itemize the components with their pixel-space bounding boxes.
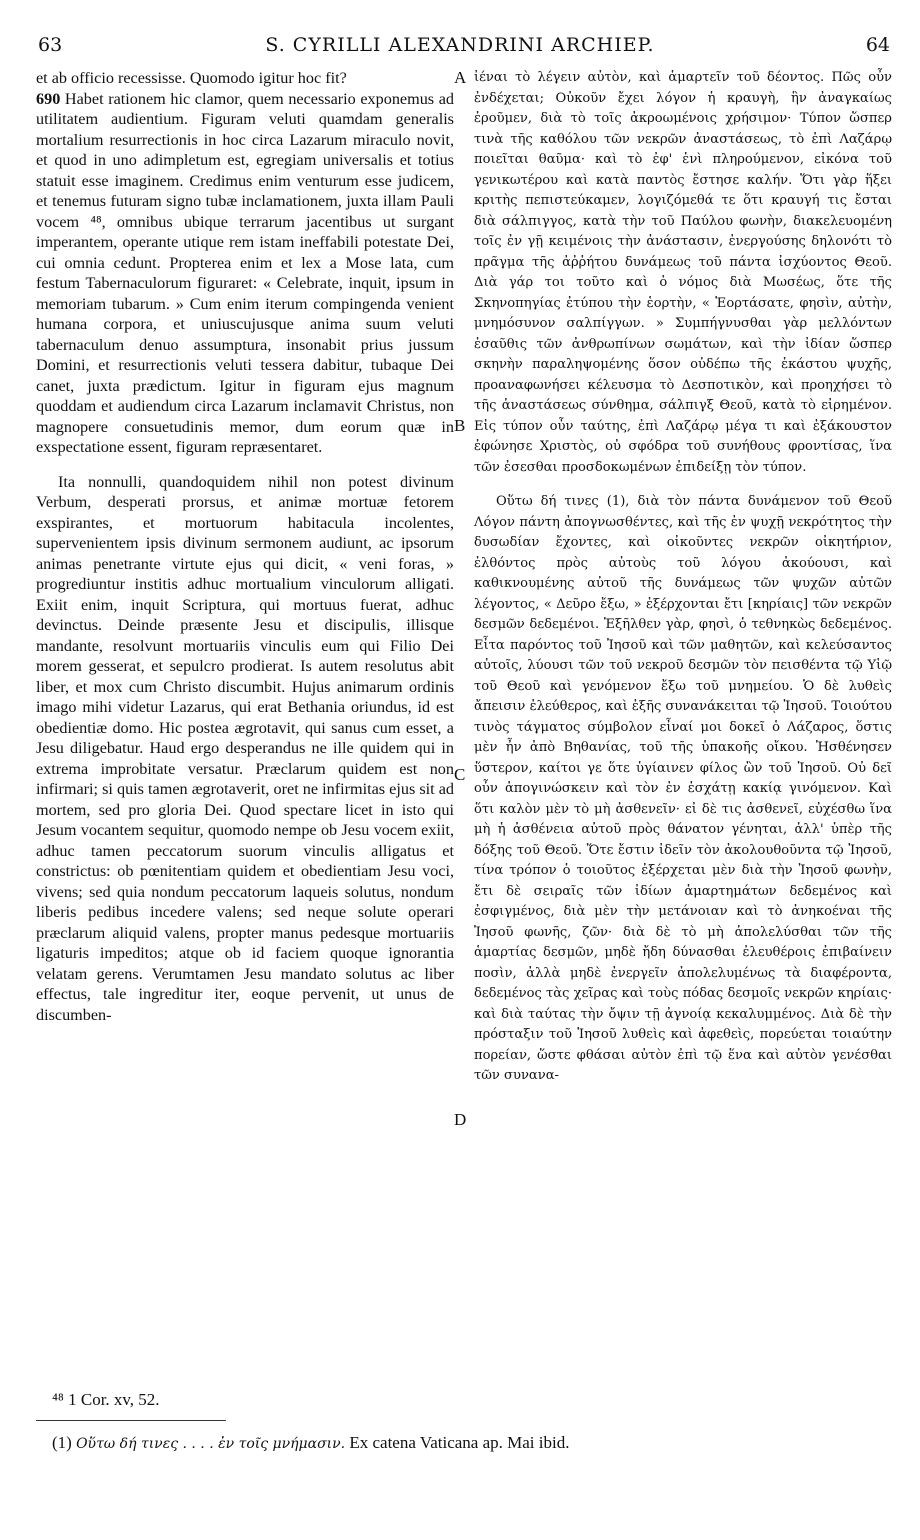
- editorial-note-marker: (1): [52, 1433, 72, 1452]
- latin-paragraph-2: Ita nonnulli, quandoquidem nihil non potest divinum Verbum, desperati prorsus, et animæ mortuæ fetorem exspirantes, et mortuorum habitacula incolentes, supervenientem ipsis divinum sermonem audiunt, ac ipsorum animas penetrante virtute ejus qui dicit, « veni foras, » progrediuntur institis adhuc mortualium vinculorum alligati. Exiit enim, inquit Scriptura, qui mortuus fuerat, adhuc devinctus. Deinde præsente Jesu et discipulis, illisque mandante, resolvunt mortuariis vinculis eum qui Filio Dei morem gesserat, et sepulcro prodierat. Is autem resolutus abit liber, et mox cum Christo discumbit. Hujus animarum ordinis imago mihi videtur Lazarus, qui erat Bethania oriundus, id est obedientiæ domo. Hic postea ægrotavit, qui sanus cum esset, a Jesu diligebatur. Haud ergo desperandus ne ille quidem qui in extrema improbitate versatur. Præclarum quidem est non infirmari; si quis tamen ægrotaverit, oret ne infirmitas ejus sit ad mortem, sed pro gloria Dei. Quod spectare licet in isto qui Jesum vocantem sequitur, quomodo nempe ob Jesu vocem exiit, adhuc tamen peccatorum suorum vinculis alligatus et constrictus: ob pœnitentiam quidem et obedientiam Jesu voci, vivens; sed quia nondum peccatorum laqueis solutus, nondum liberis pedibus incedere valens; sed neque solute operari præclarum aliquid valens, propter manus pedesque mortuariis ligaturis impeditos; atque ob id faciem quoque ignorantia velatam gerens. Verumtamen Jesu mandato solutus ac liber effectus, tale ingreditur iter, eoque pervenit, ut unus de discumben-: [36, 472, 454, 1024]
- greek-paragraph-2: Οὕτω δή τινες (1), διὰ τὸν πάντα δυνάμενον τοῦ Θεοῦ Λόγον πάντη ἀπογνωσθέντες, καὶ τῆς ἐν ψυχῇ νεκρότητος τὴν δυσωδίαν ἔχοντες, καὶ οἰκοῦντες νεκρῶν οἰκητήριον, ἐλθόντος πρὸς αὐτοὺς τοῦ λόγου ἀκούουσι, καὶ καθικνουμένης αὐτοῦ τῆς δυνάμεως τῶν ψυχῶν αὐτῶν λέγοντος, « Δεῦρο ἔξω, » ἐξέρχονται ἔτι [κηρίαις] τῶν νεκρῶν δεσμῶν δεδεμένοι. Ἐξῆλθεν γὰρ, φησὶ, ὁ τεθνηκὼς δεδεμένος. Εἶτα παρόντος τοῦ Ἰησοῦ καὶ τῶν μαθητῶν, καὶ κελεύσαντος αὐτοῖς, λύουσι τῶν τοῦ νεκροῦ δεσμῶν τὸν πεισθέντα τῷ Υἱῷ τοῦ Θεοῦ καὶ γενόμενον ἔξω τοῦ μνημείου. Ὁ δὲ λυθεὶς ἄπεισιν ἐλεύθερος, καὶ ἑξῆς συνανάκειται τῷ Ἰησοῦ. Τοιούτου τινὸς τάγματος σύμβολον εἶναί μοι δοκεῖ ὁ Λάζαρος, ὅστις μὲν ἦν ἀπὸ Βηθανίας, τοῦ τῆς ὑπακοῆς οἴκου. Ἠσθένησεν ὕστερον, καίτοι γε ὅτε ὑγίαινεν φίλος ὢν τοῦ Ἰησοῦ. Οὐ δεῖ οὖν ἀπογινώσκειν καὶ τὸν ἐν ἐσχάτῃ κακίᾳ γινόμενον. Καὶ ὅτι καλὸν μὲν τὸ μὴ ἀσθενεῖν· εἰ δὲ τις ἀσθενεῖ, εὐχέσθω ἵνα μὴ ἡ ἀσθένεια αὐτοῦ πρὸς θάνατον γένηται, ἀλλ' ὑπὲρ τῆς δόξης τοῦ Θεοῦ. Ὅτε ἔστιν ἰδεῖν τὸν ἀκολουθοῦντα τῷ Ἰησοῦ, τίνα τρόπον ὁ τοιοῦτος ἐξέρχεται μὲν διὰ τὴν Ἰησοῦ φωνὴν, ἔτι δὲ σειραῖς τῶν ἰδίων ἁμαρτημάτων δεδεμένος καὶ ἐσφιγμένος, διὰ μὲν τὴν μετάνοιαν καὶ τὸ ἀνηκοέναι τῆς Ἰησοῦ φωνῆς, ζῶν· διὰ δὲ τὸ μὴ ἀπολελύσθαι τῶν τῆς ἁμαρτίας δεσμῶν, μηδὲ ἤδη δύνασθαι ἐλευθέροις ἐπιβαίνειν ποσὶν, ἀλλὰ μηδὲ ἐνεργεῖν ἀπολελυμένως τὰ διαφέροντα, δεδεμένος τὰς χεῖρας καὶ τοὺς πόδας δεσμοῖς νεκρῶν κηρίαις· καὶ διὰ ταύτας τὴν ὄψιν τῇ ἀγνοίᾳ κεκαλυμμένος. Διὰ δὲ τὴν πρόσταξιν τοῦ Ἰησοῦ λυθεὶς καὶ ἀφεθεὶς, πορεύεται τοιαύτην πορείαν, ὥστε φθάσαι αὐτὸν ἐπὶ τῷ ἕνα καὶ αὐτὸν γενέσθαι τῶν συνανα-: [474, 494, 892, 1083]
- margin-letter-b: B: [454, 416, 466, 435]
- margin-letter-a: A: [454, 68, 467, 87]
- editorial-note: [52, 1433, 569, 1453]
- editorial-note-greek: Οὕτω δή τινες . . . . ἐν τοῖς μνήμασιν.: [76, 1436, 346, 1452]
- page-header: [30, 30, 890, 70]
- latin-paragraph-1: [36, 68, 454, 458]
- footnote: ⁴⁸ 1 Cor. xv, 52.: [52, 1390, 160, 1409]
- margin-letter-c: C: [454, 765, 466, 784]
- running-title: S. CYRILLI ALEXANDRINI ARCHIEP.: [265, 34, 655, 56]
- latin-paragraph-1-start: et ab officio recessisse. Quomodo igitur hoc fit?: [36, 69, 347, 87]
- page-number-left: 63: [38, 34, 63, 56]
- page-number-right: 64: [865, 34, 890, 56]
- latin-column: [36, 68, 454, 1025]
- greek-paragraph-1: ἰέναι τὸ λέγειν αὐτὸν, καὶ ἁμαρτεῖν τοῦ δέοντος. Πῶς οὖν ἐνδέχεται; Οὐκοῦν ἔχει λόγον ἡ κραυγὴ, ἣν ἀναγκαίως ἐροῦμεν, διὰ τὸ τοῖς ἀκροωμένοις χρήσιμον· Τύπον ὥσπερ τινὰ τῆς καθόλου τῶν νεκρῶν ἀναστάσεως, τὸ ἐπὶ Λαζάρῳ ποιεῖται θαῦμα· καὶ τὸ ἐφ' ἑνὶ πληρούμενον, εἰκόνα τοῦ γενικωτέρου καὶ κατὰ παντὸς ἔστησε καλήν. Ὅτι γὰρ ἥξει κριτὴς πεπιστεύκαμεν, λογιζόμεθά τε ὅτι κραυγή τις ἔσται διὰ σάλπιγγος, κατὰ τὴν τοῦ Παύλου φωνὴν, διακελευομένη τοῖς ἐν γῇ κειμένοις τὴν ἀνάστασιν, ἐνεργούσης δηλονότι τὸ πρᾶγμα τῆς ἀῤῥήτου δυνάμεως τοῦ πάντα ἰσχύοντος Θεοῦ. Διὰ γάρ τοι τοῦτο καὶ ὁ νόμος διὰ Μωσέως, ὅτε τῆς Σκηνοπηγίας ἐτύπου τὴν ἑορτὴν, « Ἑορτάσατε, φησὶν, αὐτὴν, μνημόσυνον σαλπίγγων. » Συμπήγνυσθαι γὰρ μελλόντων ἐσαῦθις τῶν ἀνθρωπίνων σωμάτων, καὶ τὴν ἰδίαν ὥσπερ σκηνὴν παραληψομένης ὅσον οὐδέπω τῆς ἑκάστου ψυχῆς, προαναφωνήσει κέλευσμα τὸ Δεσποτικὸν, καὶ προηχήσει τὸ τῆς ἀναστάσεως σύνθημα, σάλπιγξ Θεοῦ, κατὰ τὸ εἰρημένον. Εἰς τύπον οὖν ταύτης, ἐπὶ Λαζάρῳ μέγα τι καὶ ἐξάκουστον ἐφώνησε Χριστὸς, οὐ σφόδρα τοῦ συνήθους φροντίσας, ἵνα τῶν ἐσεσθαι προσδοκωμένων ἐπιδείξῃ τὸν τύπον.: [474, 70, 892, 475]
- editorial-note-latin: Ex catena Vaticana ap. Mai ibid.: [349, 1433, 570, 1452]
- greek-column: [474, 68, 892, 1087]
- margin-letter-d: D: [454, 1110, 467, 1129]
- column-number: 690: [36, 89, 61, 108]
- footnote-divider: [36, 1420, 226, 1421]
- latin-paragraph-1-rest: Habet rationem hic clamor, quem necessario exponemus ad utilitatem audientium. Figuram veluti quamdam generalis mortalium resurrectionis in hoc circa Lazarum miraculo novit, et quod in uno adimpletum est, egregiam universalis et totius statuit esse imaginem. Credimus enim venturum esse judicem, et tenemus futuram signo tubæ inclamationem, juxta illam Pauli vocem ⁴⁸, omnibus ubique terrarum jacentibus ut surgant imperantem, operante utique rem istam ineffabili potestate Dei, cui omnia cedunt. Propterea enim et lex a Mose lata, cum festum Tabernaculorum figuraret: « Celebrate, inquit, ipsum in memoriam tubarum. » Cum enim iterum compingenda venient humana corpora, et uniuscujusque anima suum veluti tabernaculum denuo assumptura, insonabit prius jussum Domini, et resurrectionis veluti tessera dabitur, tubaque Dei canet, juxta prædictum. Igitur in figuram ejus magnum quoddam et audiendum circa Lazarum inclamavit Christus, non magnopere consuetudinis memor, dum eorum quæ in exspectatione essent, figuram repræsentaret.: [36, 89, 454, 456]
